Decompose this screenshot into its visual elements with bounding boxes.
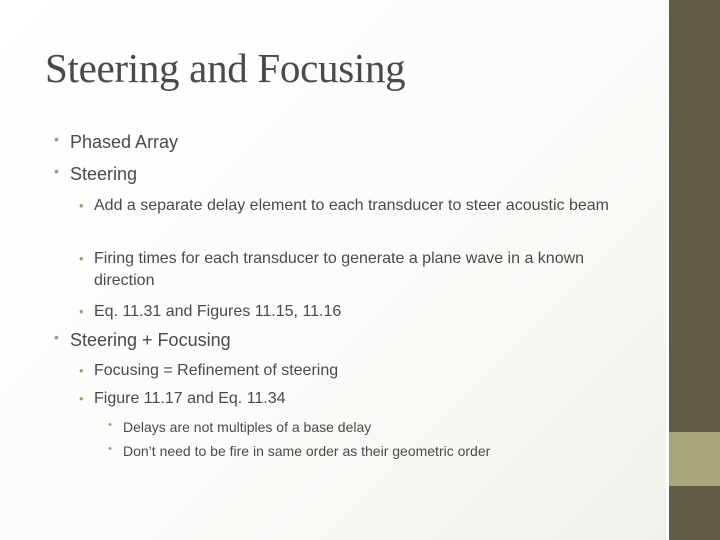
sub-bullet-focusing-refinement — [79, 360, 614, 382]
bullet-text: Don’t need to be fire in same order as their geometric order — [123, 443, 491, 459]
bullet-text: Delays are not multiples of a base delay — [123, 419, 372, 435]
sub-sub-bullet-delays — [108, 419, 643, 435]
bullet-steering — [54, 163, 630, 185]
bullet-dot-icon: • — [54, 131, 59, 147]
bullet-text: Eq. 11.31 and Figures 11.15, 11.16 — [94, 303, 342, 320]
bullet-phased-array — [54, 131, 630, 153]
bullet-text: Phased Array — [70, 132, 179, 152]
bullet-text: Focusing = Refinement of steering — [94, 362, 339, 379]
bullet-dot-icon: • — [79, 391, 84, 406]
slide-title: Steering and Focusing — [45, 45, 406, 91]
bullet-dot-icon: • — [79, 198, 84, 213]
bullet-dot-icon: • — [79, 251, 84, 266]
side-bar-accent-block — [669, 432, 720, 486]
bullet-text: Add a separate delay element to each transducer to steer acoustic beam — [94, 197, 609, 214]
bullet-dot-icon: • — [54, 163, 59, 179]
bullet-dot-icon: • — [54, 329, 59, 345]
sub-bullet-figure-eq — [79, 388, 614, 410]
bullet-steering-focusing — [54, 329, 630, 351]
bullet-dot-icon: • — [79, 363, 84, 378]
sub-bullet-eq-figures — [79, 301, 614, 323]
bullet-dot-icon: • — [108, 443, 112, 455]
bullet-dot-icon: • — [79, 304, 84, 319]
bullet-text: Firing times for each transducer to generate a plane wave in a known direction — [94, 250, 585, 289]
bullet-text: Steering + Focusing — [70, 330, 231, 350]
bullet-text: Figure 11.17 and Eq. 11.34 — [94, 390, 286, 407]
bullet-dot-icon: • — [108, 419, 112, 431]
bullet-text: Steering — [70, 164, 138, 184]
sub-bullet-delay-element — [79, 195, 614, 217]
sub-sub-bullet-fire-order — [108, 443, 643, 459]
sub-bullet-firing-times — [79, 248, 614, 292]
